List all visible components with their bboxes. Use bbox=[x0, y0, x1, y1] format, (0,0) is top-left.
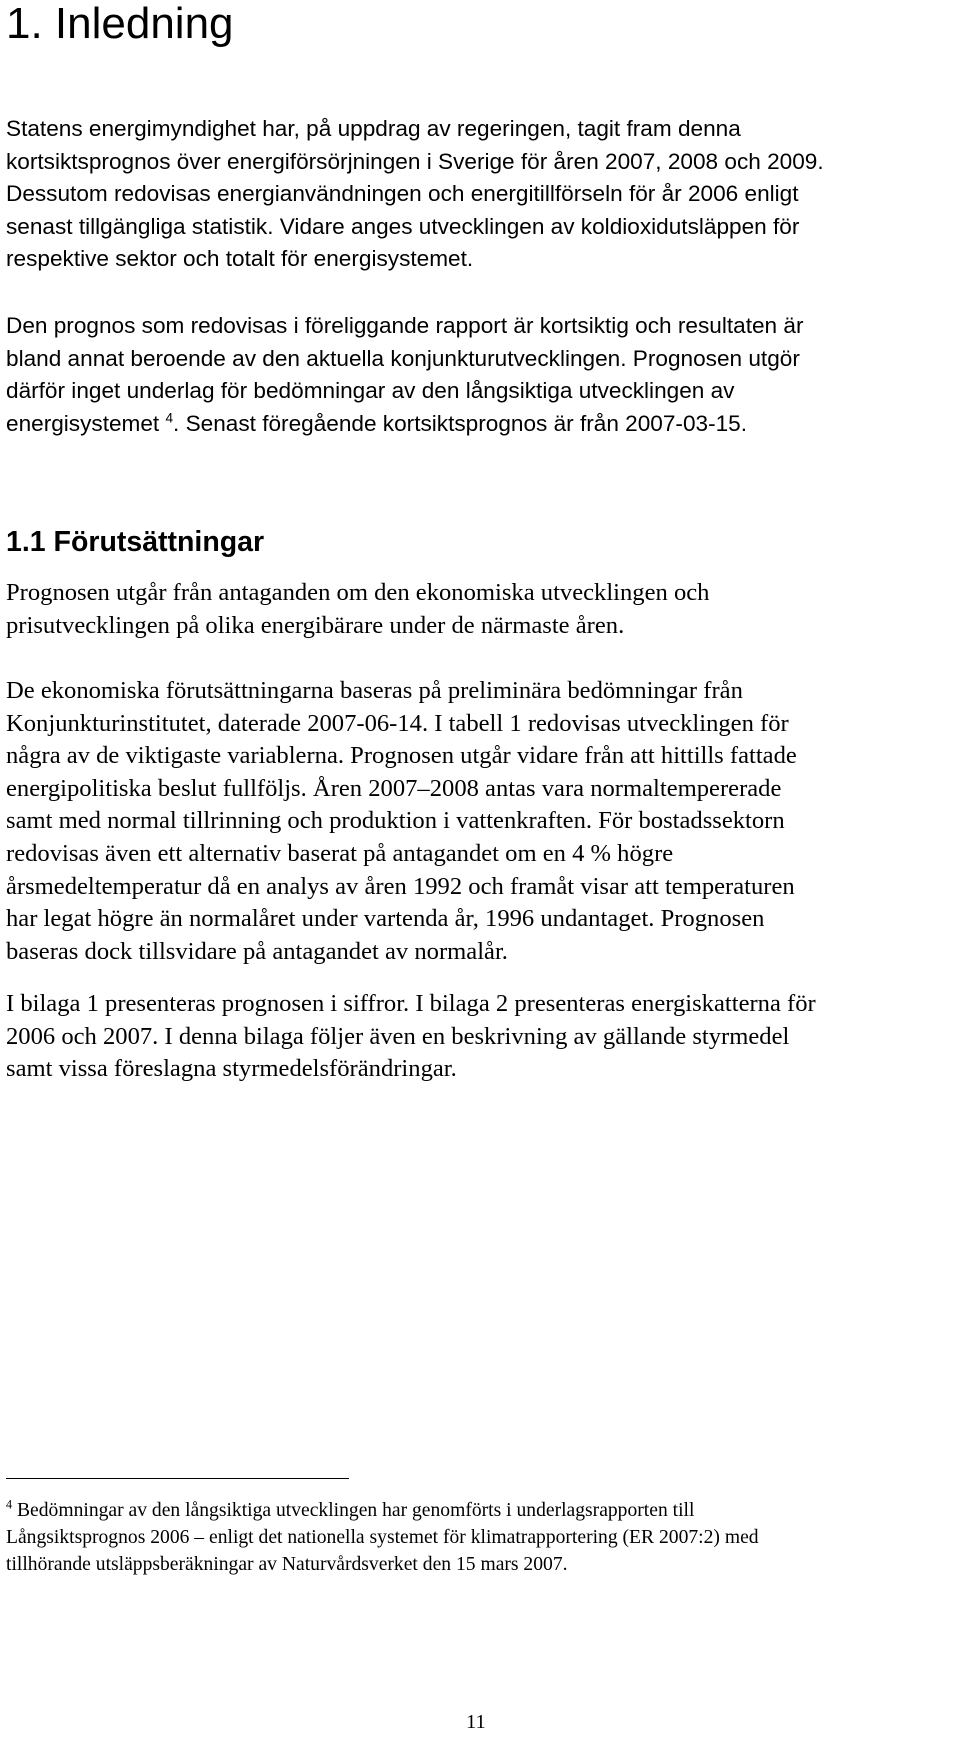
text-line: därför inget underlag för bedömningar av den långsiktiga utvecklingen av bbox=[6, 378, 735, 404]
text-line: Prognosen utgår från antaganden om den ekonomiska utvecklingen och bbox=[6, 579, 710, 606]
chapter-heading: 1. Inledning bbox=[6, 0, 234, 48]
text-line: Dessutom redovisas energianvändningen och energitillförseln för år 2006 enligt bbox=[6, 181, 799, 207]
footnote-line: tillhörande utsläppsberäkningar av Naturvårdsverket den 15 mars 2007. bbox=[6, 1554, 568, 1575]
text-line: redovisas även ett alternativ baserat på antagandet om en 4 % högre bbox=[6, 839, 674, 867]
section-paragraph-1 bbox=[6, 577, 950, 642]
page-number: 11 bbox=[466, 1711, 486, 1733]
text-line: bland annat beroende av den aktuella konjunkturutvecklingen. Prognosen utgör bbox=[6, 345, 800, 371]
text-line: energipolitiska beslut fullföljs. Åren 2007–2008 antas vara normaltempererade bbox=[6, 774, 782, 802]
footnote-line bbox=[6, 1497, 950, 1524]
text-line: har legat högre än normalåret under vartenda år, 1996 undantaget. Prognosen bbox=[6, 905, 765, 933]
text-line: samt med normal tillrinning och produktion i vattenkraften. För bostadssektorn bbox=[6, 807, 785, 835]
text-line: kortsiktsprognos över energiförsörjningen i Sverige för åren 2007, 2008 och 2009. bbox=[6, 148, 824, 174]
section-paragraph-2 bbox=[6, 675, 950, 968]
text-line: årsmedeltemperatur då en analys av åren 1992 och framåt visar att temperaturen bbox=[6, 872, 795, 900]
text-line: De ekonomiska förutsättningarna baseras på preliminära bedömningar från bbox=[6, 677, 743, 704]
text-line: prisutvecklingen på olika energibärare under de närmaste åren. bbox=[6, 611, 625, 639]
footnote bbox=[6, 1497, 950, 1578]
text-line: samt vissa föreslagna styrmedelsförändringar. bbox=[6, 1055, 457, 1083]
text-line: Den prognos som redovisas i föreliggande rapport är kortsiktig och resultaten är bbox=[6, 313, 804, 338]
intro-paragraph-1 bbox=[6, 113, 946, 276]
text-line: Statens energimyndighet har, på uppdrag av regeringen, tagit fram denna bbox=[6, 116, 741, 141]
text-fragment: energisystemet bbox=[6, 410, 166, 436]
footnote-number: 4 bbox=[6, 1497, 13, 1512]
text-line: 2006 och 2007. I denna bilaga följer även en beskrivning av gällande styrmedel bbox=[6, 1022, 790, 1050]
text-line: respektive sektor och totalt för energisystemet. bbox=[6, 246, 474, 272]
section-heading: 1.1 Förutsättningar bbox=[6, 526, 265, 558]
footnote-line: Långsiktsprognos 2006 – enligt det nationella systemet för klimatrapportering (ER 2007:2) med bbox=[6, 1527, 759, 1548]
text-line: I bilaga 1 presenteras prognosen i siffror. I bilaga 2 presenteras energiskatterna för bbox=[6, 990, 816, 1017]
text-line: Konjunkturinstitutet, daterade 2007-06-14. I tabell 1 redovisas utvecklingen för bbox=[6, 709, 789, 737]
text-line bbox=[6, 408, 946, 441]
section-paragraph-3 bbox=[6, 988, 950, 1086]
text-line: senast tillgängliga statistik. Vidare anges utvecklingen av koldioxidutsläppen för bbox=[6, 213, 800, 239]
intro-paragraph-2 bbox=[6, 310, 946, 440]
text-line: baseras dock tillsvidare på antagandet av normalår. bbox=[6, 937, 508, 965]
footnote-reference[interactable]: 4 bbox=[165, 410, 174, 426]
text-fragment: . Senast föregående kortsiktsprognos är från 2007-03-15. bbox=[173, 410, 748, 436]
text-line: några av de viktigaste variablerna. Prognosen utgår vidare från att hittills fattade bbox=[6, 742, 797, 770]
text-fragment: Bedömningar av den långsiktiga utvecklingen har genomförts i underlagsrapporten till bbox=[12, 1500, 695, 1521]
footnote-separator bbox=[6, 1478, 349, 1479]
